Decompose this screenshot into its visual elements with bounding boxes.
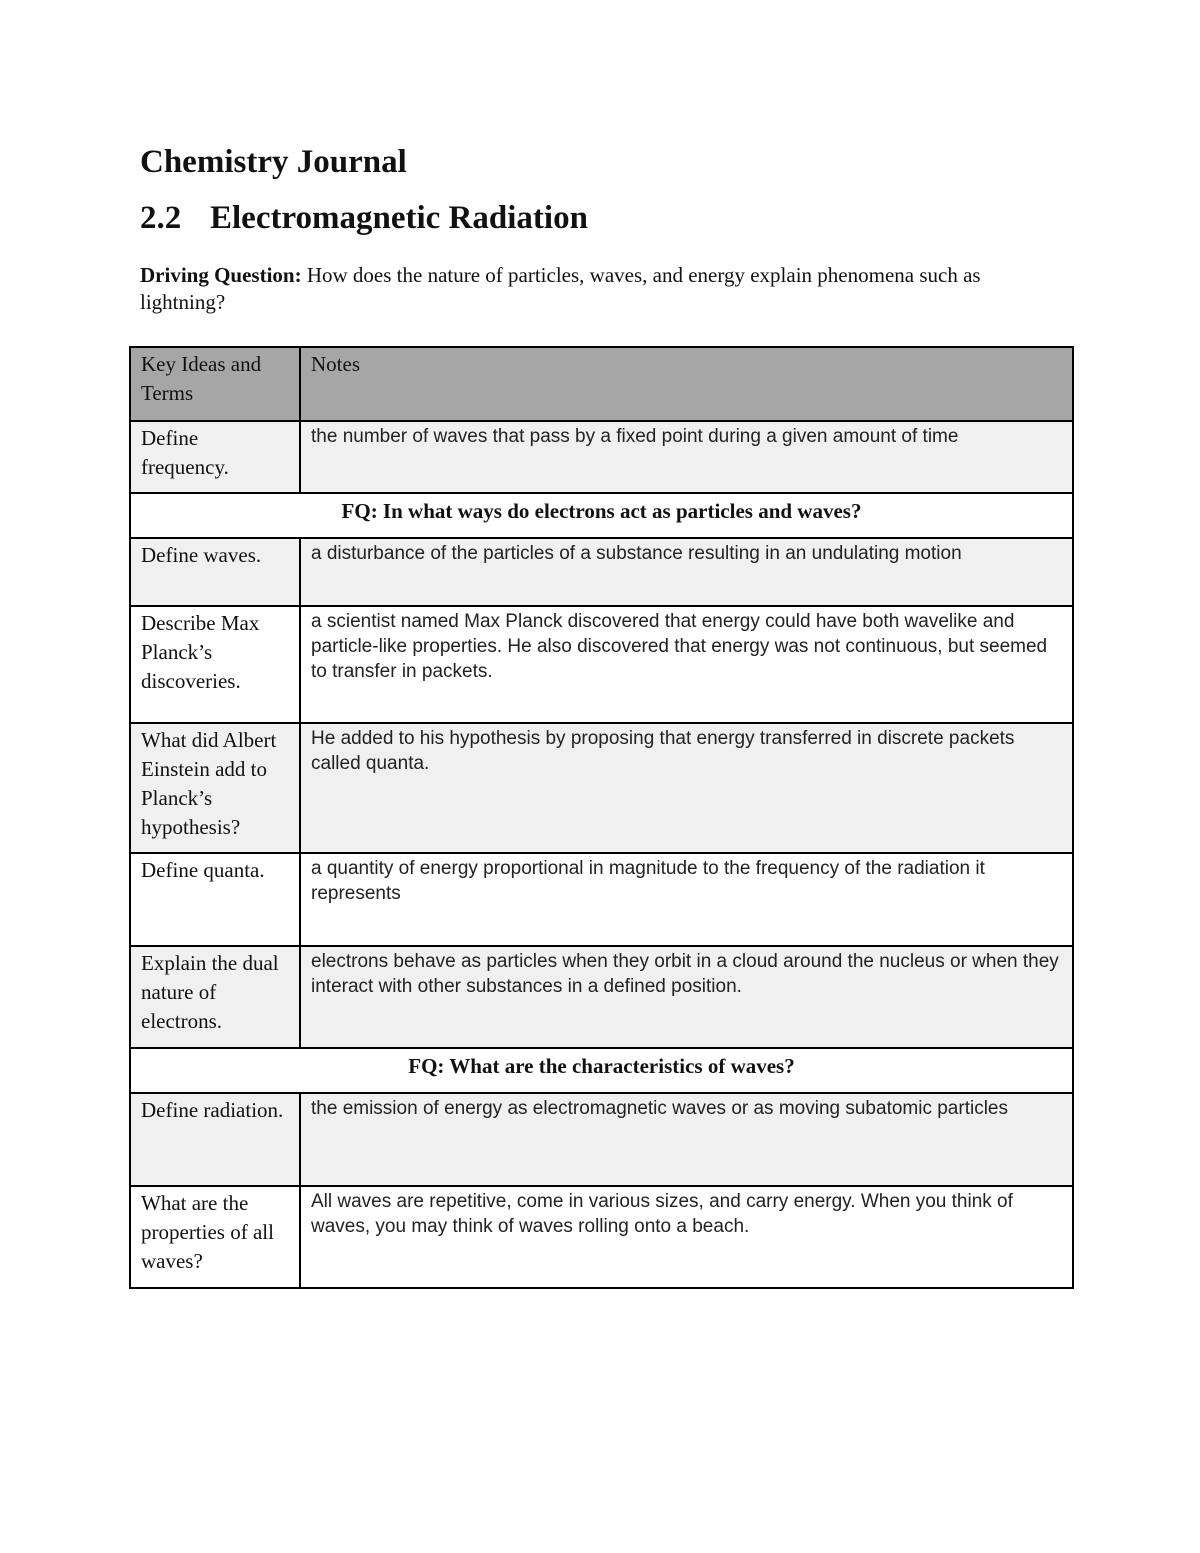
note-cell[interactable]: He added to his hypothesis by proposing that energy transferred in discrete packets called quanta. [300, 723, 1073, 853]
section-number: 2.2 [140, 200, 182, 236]
term-cell: Define quanta. [130, 853, 300, 946]
table-row [130, 421, 1073, 493]
note-cell[interactable]: the number of waves that pass by a fixed point during a given amount of time [300, 421, 1073, 493]
term-cell: Describe Max Planck’s discoveries. [130, 606, 300, 723]
section-title: Electromagnetic Radiation [210, 200, 588, 236]
header-notes: Notes [300, 347, 1073, 421]
note-cell[interactable]: electrons behave as particles when they orbit in a cloud around the nucleus or when they interact with other substances in a defined position. [300, 946, 1073, 1048]
note-cell[interactable]: a scientist named Max Planck discovered that energy could have both wavelike and particle-like properties. He also discovered that energy was not continuous, but seemed to transfer in packets. [300, 606, 1073, 723]
term-cell: Define radiation. [130, 1093, 300, 1186]
table-row [130, 538, 1073, 606]
notes-table [129, 346, 1074, 1289]
driving-question-label: Driving Question: [140, 263, 302, 287]
focus-question: FQ: In what ways do electrons act as particles and waves? [130, 493, 1073, 538]
term-cell: What are the properties of all waves? [130, 1186, 300, 1288]
term-cell: Explain the dual nature of electrons. [130, 946, 300, 1048]
document-page [140, 140, 1072, 316]
document-title: Chemistry Journal [140, 144, 407, 180]
table-row [130, 1093, 1073, 1186]
section-heading [140, 196, 1072, 240]
header-key-ideas: Key Ideas and Terms [130, 347, 300, 421]
driving-question [140, 262, 1070, 316]
focus-question-row [130, 1048, 1073, 1093]
focus-question: FQ: What are the characteristics of waves? [130, 1048, 1073, 1093]
table-header-row [130, 347, 1073, 421]
note-cell[interactable]: a disturbance of the particles of a substance resulting in an undulating motion [300, 538, 1073, 606]
table-row [130, 853, 1073, 946]
term-cell: What did Albert Einstein add to Planck’s hypothesis? [130, 723, 300, 853]
note-cell[interactable]: a quantity of energy proportional in magnitude to the frequency of the radiation it represents [300, 853, 1073, 946]
term-cell: Define waves. [130, 538, 300, 606]
table-row [130, 1186, 1073, 1288]
focus-question-row [130, 493, 1073, 538]
table-row [130, 723, 1073, 853]
term-cell: Define frequency. [130, 421, 300, 493]
table-row [130, 606, 1073, 723]
table-row [130, 946, 1073, 1048]
note-cell[interactable]: All waves are repetitive, come in various sizes, and carry energy. When you think of waves, you may think of waves rolling onto a beach. [300, 1186, 1073, 1288]
note-cell[interactable]: the emission of energy as electromagnetic waves or as moving subatomic particles [300, 1093, 1073, 1186]
driving-question-text: How does the nature of particles, waves, and energy explain phenomena such as lightning? [140, 263, 981, 314]
